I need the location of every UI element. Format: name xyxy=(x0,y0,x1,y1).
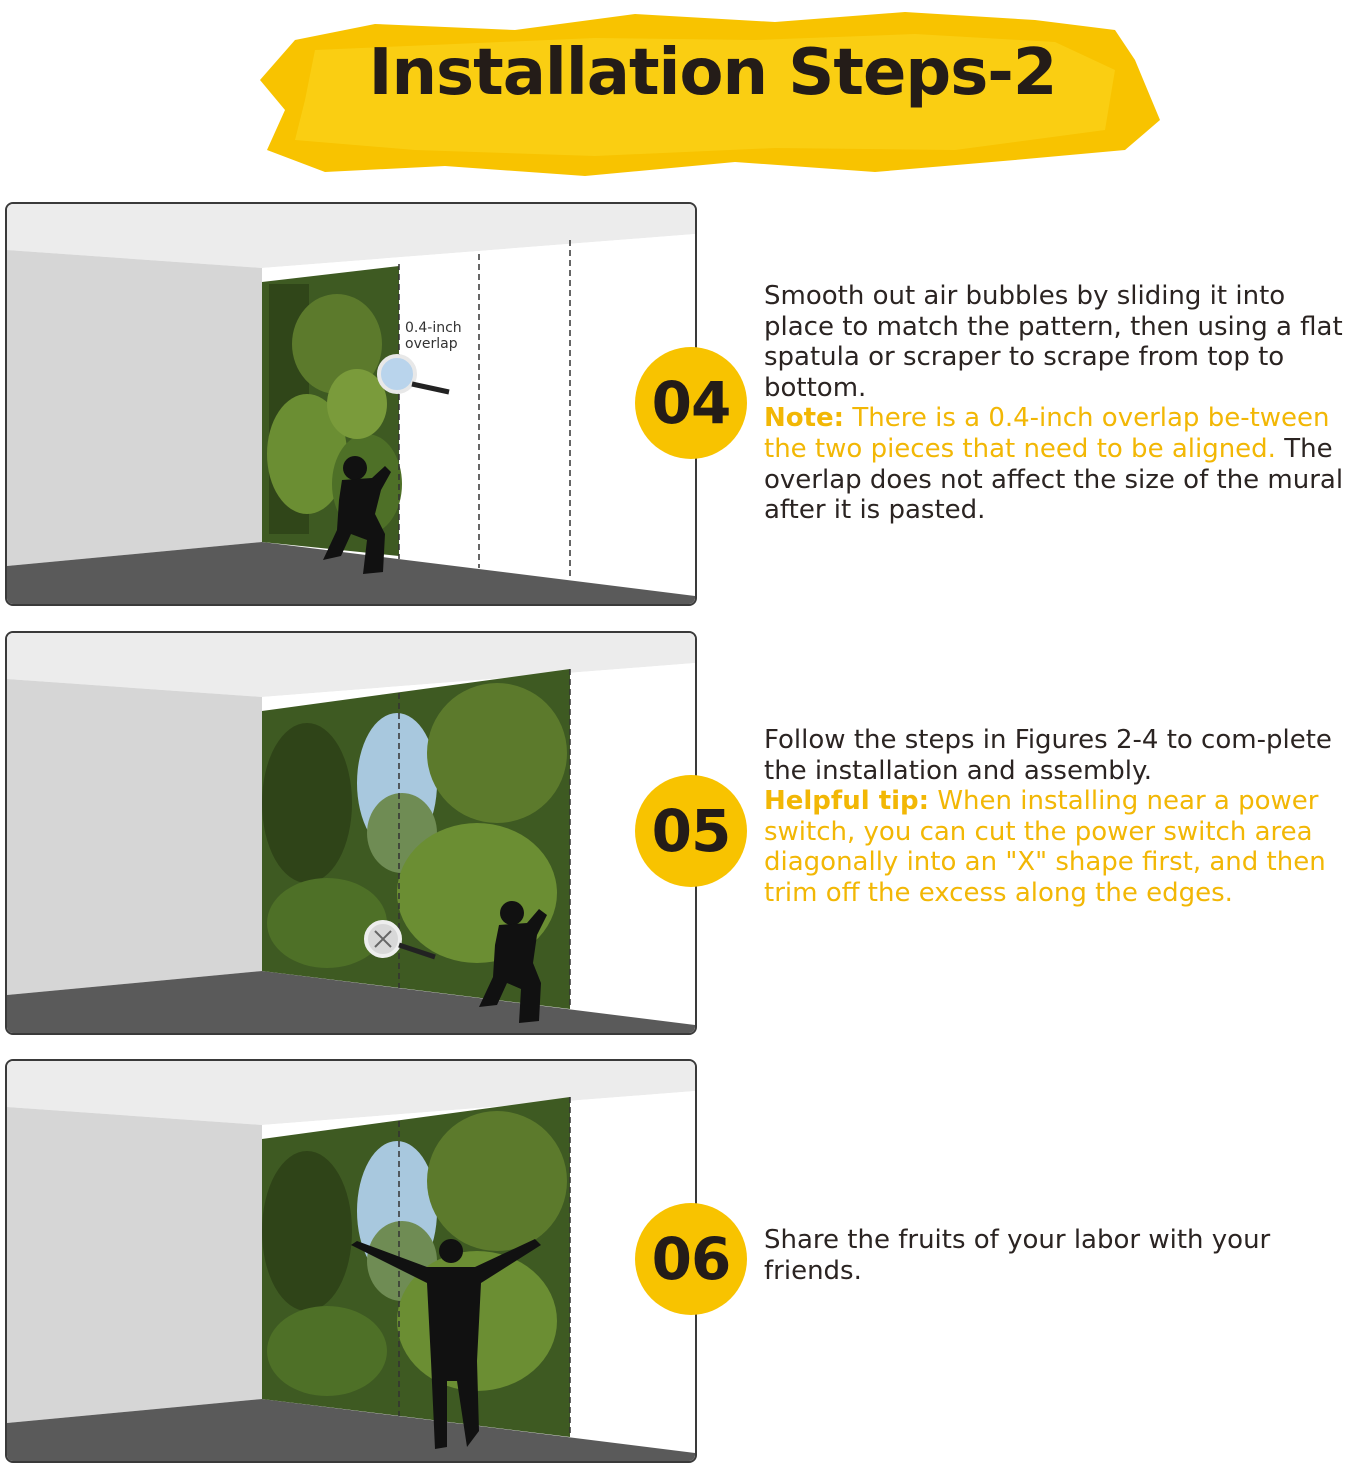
step-04-note-tail: The overlap does not affect the size of the mural after it is pasted. xyxy=(764,433,1344,526)
step-06-badge: 06 xyxy=(635,1203,747,1315)
overlap-label: 0.4-inch overlap xyxy=(405,320,462,352)
room-illustration xyxy=(7,633,695,1033)
header-banner xyxy=(255,0,1170,190)
step-06-figure xyxy=(5,1059,697,1463)
step-04-description xyxy=(764,281,1362,526)
step-05-tip-label: Helpful tip: xyxy=(764,786,930,817)
room-illustration xyxy=(7,1061,695,1461)
step-06-text: Share the fruits of your labor with your friends. xyxy=(764,1225,1271,1286)
step-04-badge: 04 xyxy=(635,347,747,459)
step-04-note-label: Note: xyxy=(764,403,845,434)
step-05-description xyxy=(764,725,1362,909)
page-title: Installation Steps-2 xyxy=(368,36,1057,110)
room-illustration xyxy=(7,204,695,604)
step-04-figure xyxy=(5,202,697,606)
step-04-note-text: There is a 0.4-inch overlap be-tween the two pieces that need to be aligned. xyxy=(764,403,1330,464)
step-04-text: Smooth out air bubbles by sliding it into place to match the pattern, then using a flat spatula or scraper to scrape from top to bottom. xyxy=(764,281,1343,403)
step-05-text: Follow the steps in Figures 2-4 to com-plete the installation and assembly. xyxy=(764,725,1332,786)
step-05-badge: 05 xyxy=(635,775,747,887)
magnifier-icon xyxy=(379,356,415,392)
step-06-description xyxy=(764,1225,1362,1286)
step-05-figure xyxy=(5,631,697,1035)
step-05-tip-text: When installing near a power switch, you can cut the power switch area diagonally into an "X" shape first, and then trim off the excess along the edges. xyxy=(764,786,1326,908)
